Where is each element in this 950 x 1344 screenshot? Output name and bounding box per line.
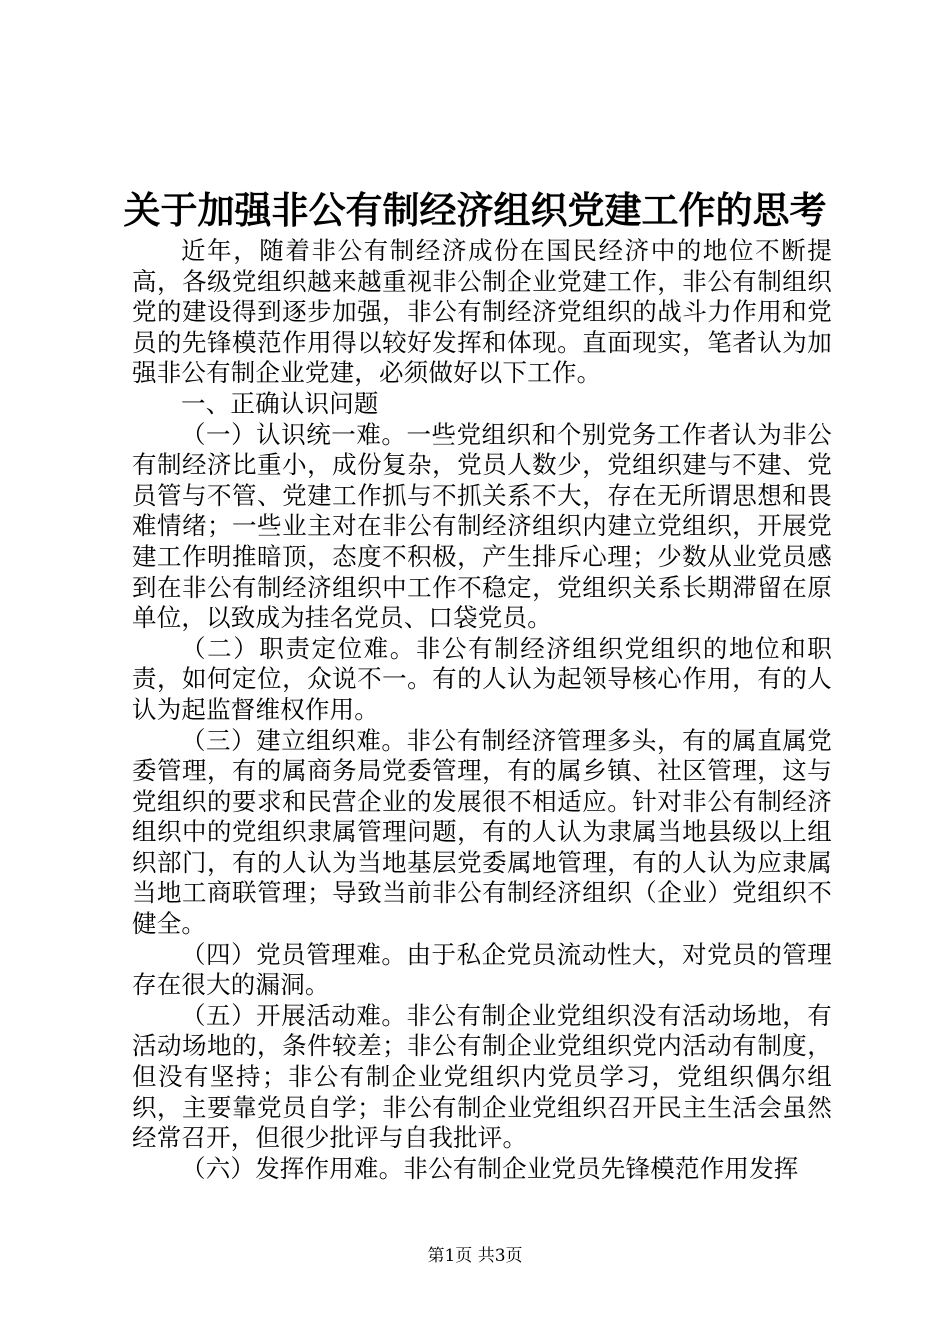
paragraph-5: （五）开展活动难。非公有制企业党组织没有活动场地，有活动场地的，条件较差；非公有制企业党组织党内活动有制度，但没有坚持；非公有制企业党组织内党员学习，党组织偶尔组织，主要靠党员自学；非公有制企业党组织召开民主生活会虽然经常召开，但很少批评与自我批评。 xyxy=(132,1000,832,1153)
paragraph-6: （六）发挥作用难。非公有制企业党员先锋模范作用发挥 xyxy=(181,1153,799,1183)
paragraph-3: （三）建立组织难。非公有制经济管理多头，有的属直属党委管理，有的属商务局党委管理，有的属乡镇、社区管理，这与党组织的要求和民营企业的发展很不相适应。针对非公有制经济组织中的党组织隶属管理问题，有的人认为隶属当地县级以上组织部门，有的人认为当地基层党委属地管理，有的人认为应隶属当地工商联管理；导致当前非公有制经济组织（企业）党组织不健全。 xyxy=(132,725,832,939)
intro-paragraph: 近年，随着非公有制经济成份在国民经济中的地位不断提高，各级党组织越来越重视非公制企业党建工作，非公有制组织党的建设得到逐步加强，非公有制经济党组织的战斗力作用和党员的先锋模范作用得以较好发挥和体现。直面现实，笔者认为加强非公有制企业党建，必须做好以下工作。 xyxy=(132,236,832,388)
document-body xyxy=(132,236,832,1184)
section-heading: 一、正确认识问题 xyxy=(181,388,379,418)
paragraph-1: （一）认识统一难。一些党组织和个别党务工作者认为非公有制经济比重小，成份复杂，党员人数少，党组织建与不建、党员管与不管、党建工作抓与不抓关系不大，存在无所谓思想和畏难情绪；一些业主对在非公有制经济组织内建立党组织，开展党建工作明推暗顶，态度不积极，产生排斥心理；少数从业党员感到在非公有制经济组织中工作不稳定，党组织关系长期滞留在原单位，以致成为挂名党员、口袋党员。 xyxy=(132,419,832,633)
paragraph-4: （四）党员管理难。由于私企党员流动性大，对党员的管理存在很大的漏洞。 xyxy=(132,939,832,1000)
paragraph-2: （二）职责定位难。非公有制经济组织党组织的地位和职责，如何定位，众说不一。有的人认为起领导核心作用，有的人认为起监督维权作用。 xyxy=(132,633,832,724)
document-title: 关于加强非公有制经济组织党建工作的思考 xyxy=(123,188,827,232)
page-footer: 第1页 共3页 xyxy=(427,1246,523,1266)
